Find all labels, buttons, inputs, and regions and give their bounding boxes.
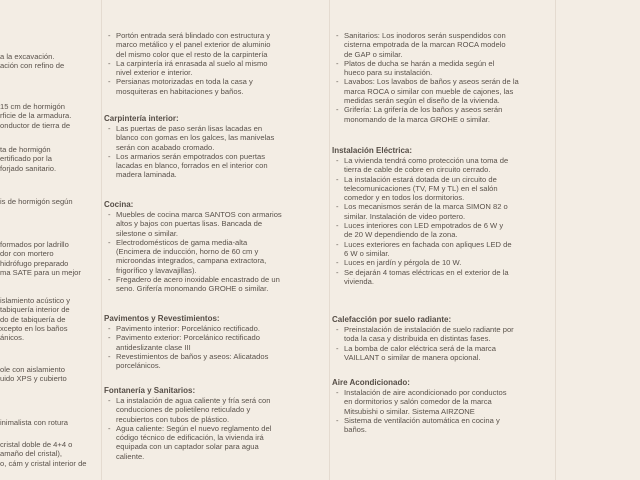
spec-item: - Pavimento interior: Porcelánico rectificado. xyxy=(104,324,326,333)
spec-list xyxy=(332,31,550,124)
fragment-line: amaño del cristal), xyxy=(0,449,63,459)
spec-list xyxy=(104,124,326,180)
section-heading: Instalación Eléctrica: xyxy=(332,146,413,155)
spec-item: - Fregadero de acero inoxidable encastrado de un seno. Grifería monomando GROHE o similar. xyxy=(104,275,326,294)
fragment-line: cristal doble de 4+4 o xyxy=(0,440,73,449)
spec-section xyxy=(332,315,550,362)
spec-list xyxy=(104,31,326,96)
column-divider xyxy=(329,0,330,480)
text-fragment xyxy=(0,440,98,468)
fragment-line: forjado sanitario. xyxy=(0,163,57,173)
column-divider xyxy=(555,0,556,480)
spec-item: - Luces interiores con LED empotrados de 6 W y de 20 W dependiendo de la zona. xyxy=(332,221,550,240)
spec-item: - Se dejarán 4 tomas eléctricas en el exterior de la vivienda. xyxy=(332,268,550,287)
fragment-line: hidrófugo preparado xyxy=(0,258,69,268)
text-fragment xyxy=(0,145,98,173)
text-fragment xyxy=(0,240,98,277)
fragment-line: ánicos. xyxy=(0,333,25,343)
spec-item: - Los mecanismos serán de la marca SIMON 82 o similar. Instalación de video portero. xyxy=(332,202,550,221)
spec-item: - Lavabos: Los lavabos de baños y aseos serán de la marca ROCA o similar con mueble de cajones, las medidas serán según el diseño de la vivienda. xyxy=(332,77,550,105)
fragment-line: inimalista con rotura xyxy=(0,418,68,427)
spec-item: - La vivienda tendrá como protección una toma de tierra de cable de cobre en circuito cerrado. xyxy=(332,156,550,175)
spec-section xyxy=(104,200,326,294)
text-fragment xyxy=(0,365,98,384)
text-fragment xyxy=(0,102,98,130)
spec-list xyxy=(104,210,326,294)
section-heading: Fontanería y Sanitarios: xyxy=(104,386,196,395)
spec-section xyxy=(104,314,326,370)
spec-item: - Revestimientos de baños y aseos: Alicatados porcelánicos. xyxy=(104,352,326,371)
section-heading: Aire Acondicionado: xyxy=(332,378,410,387)
spec-item: - Instalación de aire acondicionado por conductos en dormitorios y salón comedor de la marca Mitsubishi o similar. Sistema AIRZONE xyxy=(332,388,550,416)
section-heading: Calefacción por suelo radiante: xyxy=(332,315,452,324)
spec-item: - Portón entrada será blindado con estructura y marco metálico y el panel exterior de aluminio del mismo color que el resto de la carpintería xyxy=(104,31,326,59)
fragment-line: o, cám y cristal interior de xyxy=(0,458,87,468)
fragment-line: formados por ladrillo xyxy=(0,240,69,249)
spec-item: - Persianas motorizadas en toda la casa y mosquiteras en habitaciones y baños. xyxy=(104,77,326,96)
fragment-line: rficie de la armadura. xyxy=(0,111,72,121)
spec-section xyxy=(104,31,326,96)
spec-item: - La carpintería irá enrasada al suelo al mismo nivel exterior e interior. xyxy=(104,59,326,78)
fragment-line: uido XPS y cubierto xyxy=(0,374,67,384)
spec-item: - Luces exteriores en fachada con apliques LED de 6 W o similar. xyxy=(332,240,550,259)
text-fragment xyxy=(0,197,98,206)
spec-item: - Sanitarios: Los inodoros serán suspendidos con cisterna empotrada de la marcan ROCA modelo de GAP o similar. xyxy=(332,31,550,59)
spec-item: - Agua caliente: Según el nuevo reglamento del código técnico de edificación, la vivienda irá equipada con un captador solar para agua caliente. xyxy=(104,424,326,461)
fragment-line: islamiento acústico y xyxy=(0,296,71,305)
fragment-line: tabiquería interior de xyxy=(0,305,70,315)
spec-section xyxy=(332,31,550,124)
fragment-line: xcepto en los baños xyxy=(0,323,68,333)
spec-item: - La bomba de calor eléctrica será de la marca VAILLANT o similar de manera opcional. xyxy=(332,344,550,363)
fragment-line: is de hormigón según xyxy=(0,197,73,206)
fragment-line: a la excavación. xyxy=(0,52,55,61)
spec-item: - La instalación estará dotada de un circuito de telecomunicaciones (TV, FM y TL) en el salón comedor y en todos los dormitorios. xyxy=(332,175,550,203)
spec-item: - Las puertas de paso serán lisas lacadas en blanco con gomas en los galces, las manivelas serán con acabado cromado. xyxy=(104,124,326,152)
fragment-line: 15 cm de hormigón xyxy=(0,102,66,111)
section-heading: Carpintería interior: xyxy=(104,114,179,123)
text-fragment xyxy=(0,296,98,342)
spec-list xyxy=(332,388,550,434)
spec-item: - Platos de ducha se harán a medida según el hueco para su instalación. xyxy=(332,59,550,78)
section-heading: Pavimentos y Revestimientos: xyxy=(104,314,220,323)
fragment-line: do de tabiquería de xyxy=(0,314,66,324)
fragment-line: dor con mortero xyxy=(0,249,54,259)
section-heading: Cocina: xyxy=(104,200,134,209)
fragment-line: ertificado por la xyxy=(0,154,52,164)
fragment-line: onductor de tierra de xyxy=(0,120,71,130)
spec-item: - Los armarios serán empotrados con puertas lacadas en blanco, forrados en el interior con madera laminada. xyxy=(104,152,326,180)
spec-section xyxy=(104,114,326,180)
fragment-line: ta de hormigón xyxy=(0,145,51,154)
spec-item: - Pavimento exterior: Porcelánico rectificado antideslizante clase III xyxy=(104,333,326,352)
fragment-line: ma SATE para un mejor xyxy=(0,267,81,277)
spec-item: - Muebles de cocina marca SANTOS con armarios altos y bajos con puertas lisas. Bancada de silestone o similar. xyxy=(104,210,326,238)
spec-item: - Luces en jardín y pérgola de 10 W. xyxy=(332,258,550,267)
fragment-line: ole con aislamiento xyxy=(0,365,66,374)
fragment-line: ación con refino de xyxy=(0,61,65,71)
spec-list xyxy=(104,324,326,370)
spec-item: - Grifería: La grifería de los baños y aseos serán monomando de la marca GROHE o similar. xyxy=(332,105,550,124)
spec-list xyxy=(332,325,550,362)
spec-item: - Preinstalación de instalación de suelo radiante por toda la casa y distribuida en distintas fases. xyxy=(332,325,550,344)
spec-section xyxy=(104,386,326,461)
spec-section xyxy=(332,378,550,434)
spec-section xyxy=(332,146,550,286)
column-divider xyxy=(101,0,102,480)
text-fragment xyxy=(0,52,98,71)
spec-item: - Electrodomésticos de gama media-alta (Encimera de inducción, horno de 60 cm y microondas integrados, campana extractora, frigorífico y lavavajillas). xyxy=(104,238,326,275)
spec-list xyxy=(104,396,326,461)
spec-item: - La instalación de agua caliente y fría será con conducciones de polietileno reticulado y recubiertos con tubos de plástico. xyxy=(104,396,326,424)
text-fragment xyxy=(0,418,98,427)
spec-list xyxy=(332,156,550,286)
spec-item: - Sistema de ventilación automática en cocina y baños. xyxy=(332,416,550,435)
